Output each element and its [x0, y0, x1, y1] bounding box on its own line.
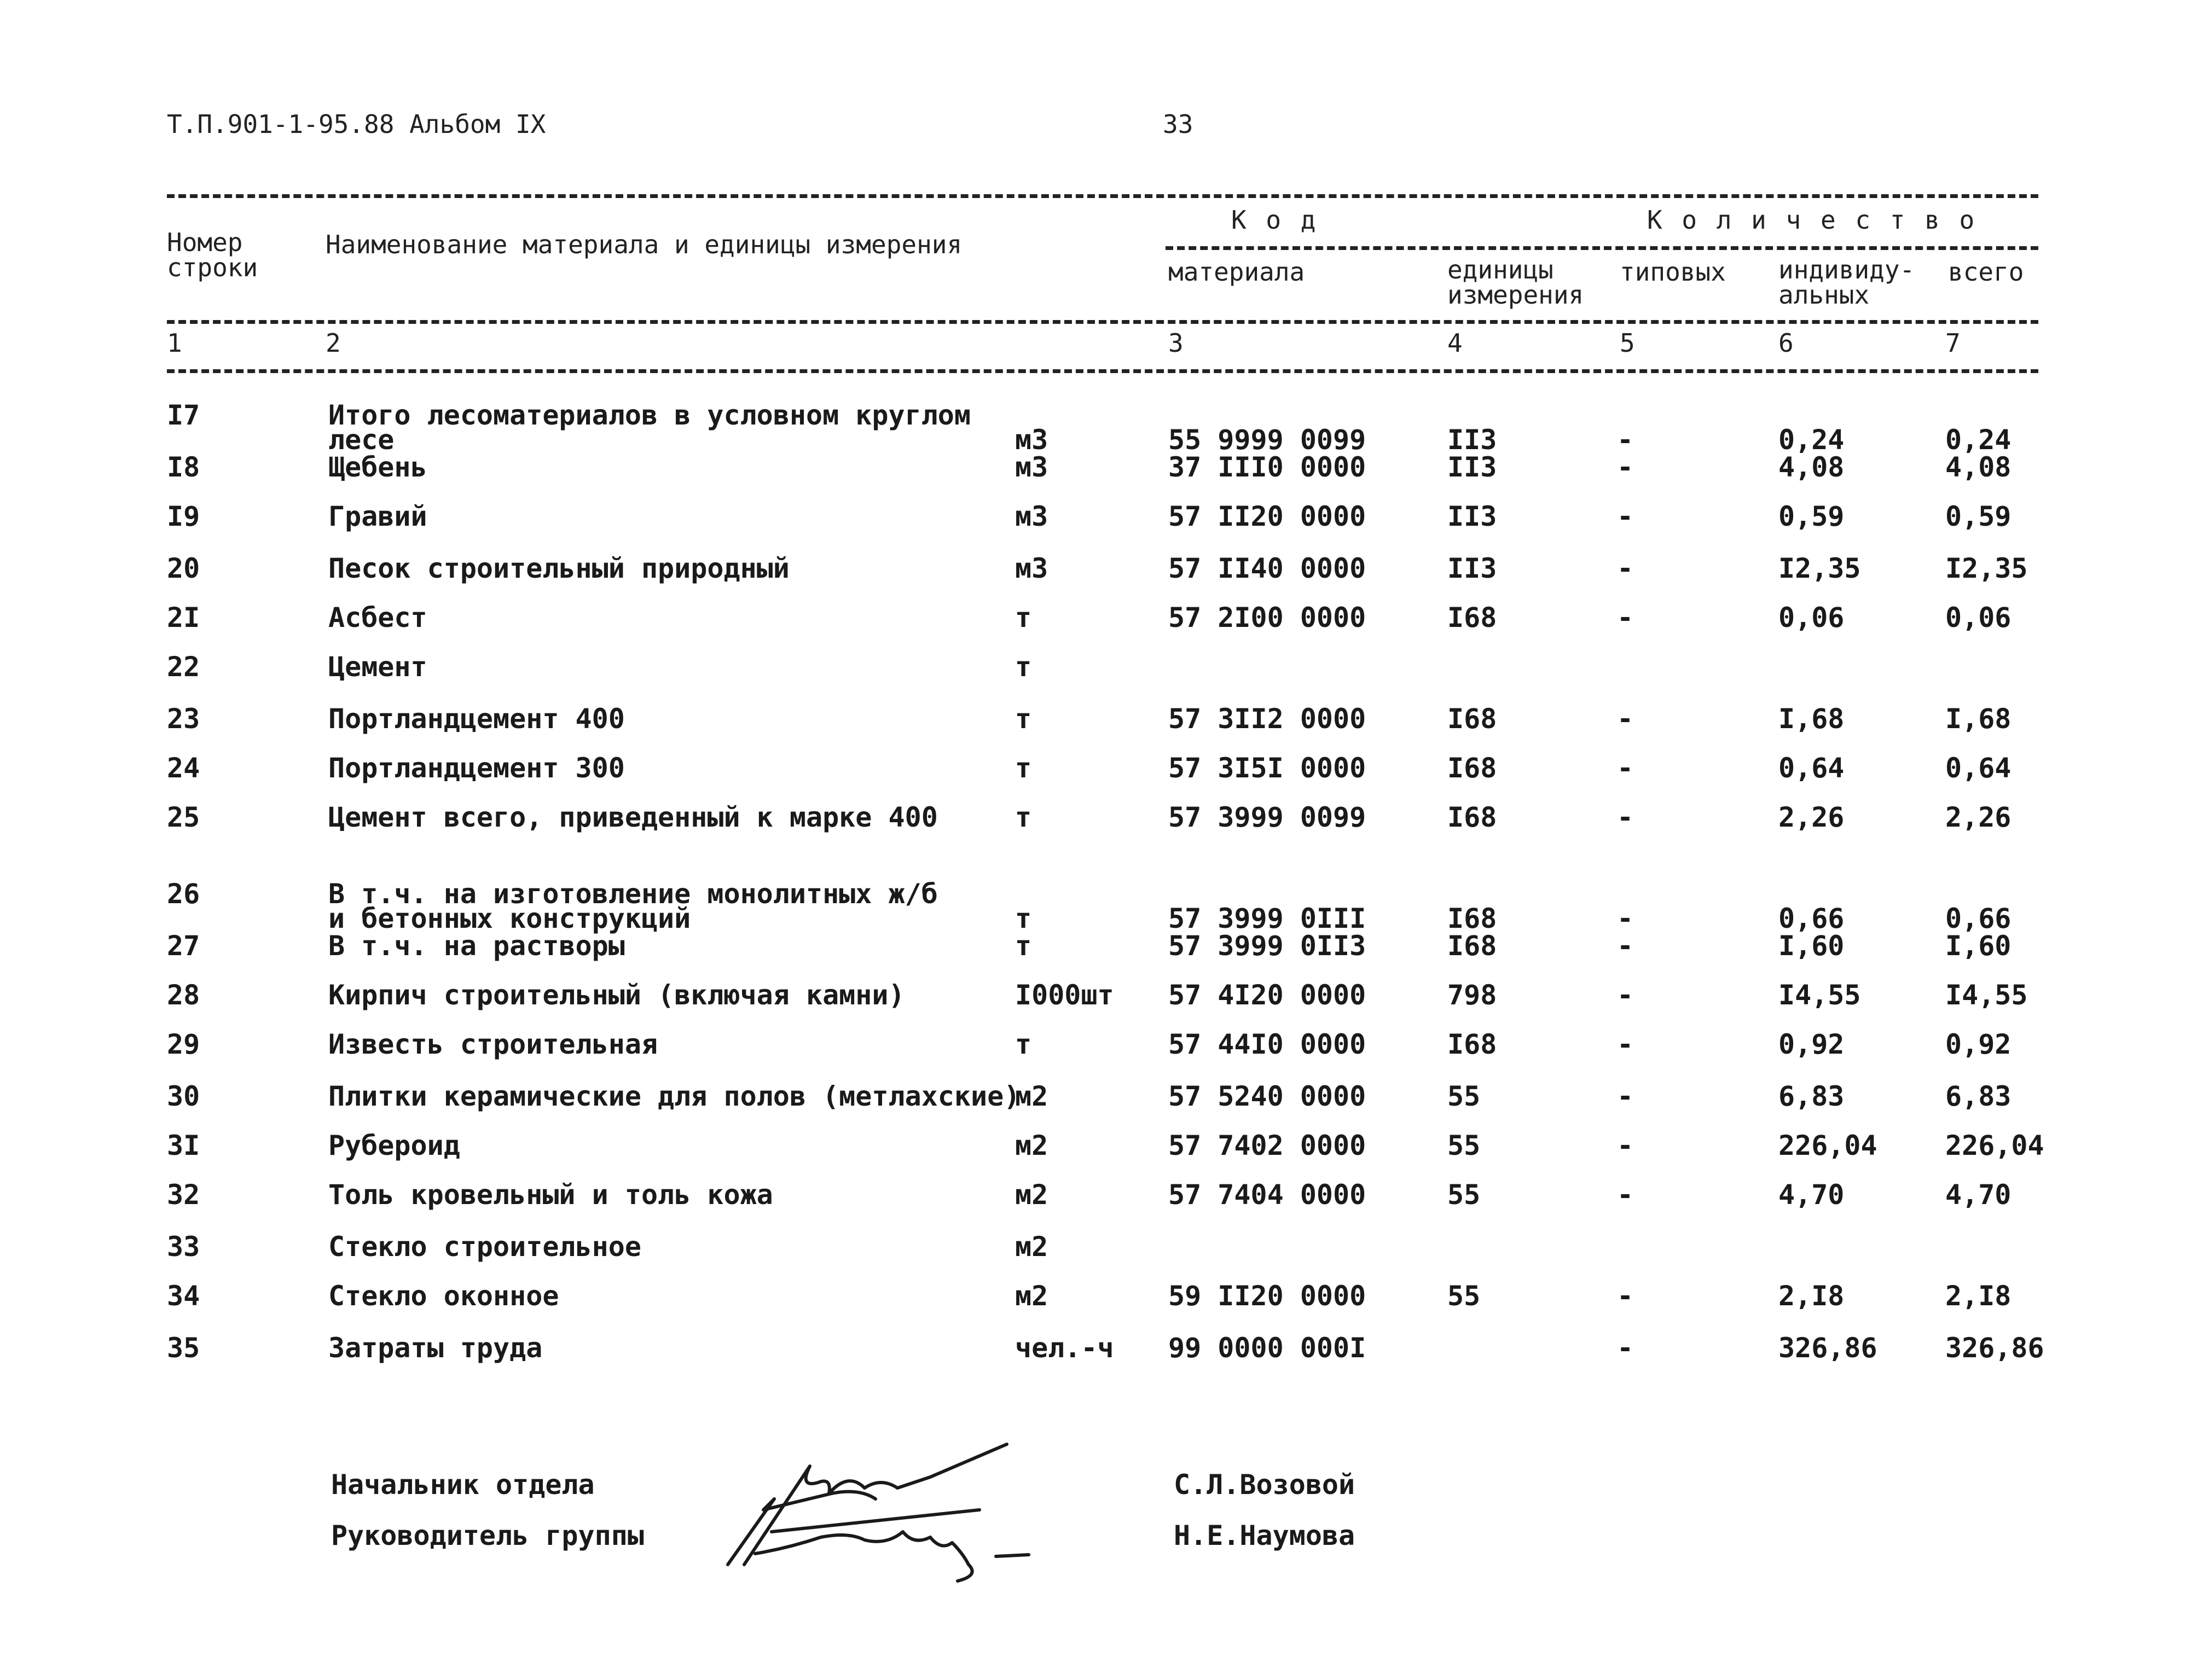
qty-individual: 0,92 — [1778, 1028, 1845, 1060]
material-name: Кирпич строительный (включая камни) — [328, 979, 905, 1011]
row-number: 34 — [167, 1280, 200, 1312]
unit-of-measure: т — [1015, 752, 1032, 784]
qty-typical: - — [1617, 424, 1634, 456]
row-number: 28 — [167, 979, 200, 1011]
header-qty-typical: типовых — [1620, 257, 1726, 287]
header-material-name: Наименование материала и единицы измерения — [326, 230, 963, 259]
unit-code: II3 — [1447, 553, 1497, 584]
unit-code: I68 — [1447, 752, 1497, 784]
row-number: I7 — [167, 399, 200, 431]
unit-code: 55 — [1447, 1280, 1481, 1312]
qty-typical: - — [1617, 930, 1634, 962]
header-code-material: материала — [1168, 257, 1305, 287]
material-name: Затраты труда — [328, 1332, 543, 1364]
column-number-1: 1 — [167, 328, 182, 358]
material-code: 59 II20 0000 — [1168, 1280, 1366, 1312]
column-number-6: 6 — [1778, 328, 1794, 358]
material-name: Рубероид — [328, 1130, 460, 1161]
unit-of-measure: т — [1015, 651, 1032, 683]
qty-typical: - — [1617, 553, 1634, 584]
material-name-continued: лесе — [328, 424, 395, 456]
material-name: Толь кровельный и толь кожа — [328, 1179, 773, 1211]
column-number-4: 4 — [1447, 328, 1463, 358]
signature-name-head: С.Л.Возовой — [1174, 1469, 1355, 1501]
row-number: 30 — [167, 1080, 200, 1112]
unit-of-measure: м2 — [1015, 1130, 1048, 1161]
row-number: 23 — [167, 703, 200, 735]
unit-of-measure: м2 — [1015, 1179, 1048, 1211]
material-name: Стекло строительное — [328, 1231, 641, 1263]
material-code: 57 3999 0III — [1168, 903, 1366, 934]
material-code: 37 III0 0000 — [1168, 451, 1366, 483]
unit-of-measure: м3 — [1015, 424, 1048, 456]
material-name: Щебень — [328, 451, 427, 483]
column-number-7: 7 — [1945, 328, 1961, 358]
material-code: 55 9999 0099 — [1168, 424, 1366, 456]
qty-total: 2,I8 — [1945, 1280, 2011, 1312]
material-name-continued: и бетонных конструкций — [328, 903, 691, 934]
qty-typical: - — [1617, 1130, 1634, 1161]
qty-individual: 0,64 — [1778, 752, 1845, 784]
signature-role-group-lead: Руководитель группы — [331, 1520, 644, 1551]
unit-code: II3 — [1447, 424, 1497, 456]
material-code: 57 7402 0000 — [1168, 1130, 1366, 1161]
unit-of-measure: м3 — [1015, 451, 1048, 483]
unit-of-measure: т — [1015, 1028, 1032, 1060]
qty-typical: - — [1617, 1280, 1634, 1312]
qty-individual: 226,04 — [1778, 1130, 1877, 1161]
material-code: 57 3I5I 0000 — [1168, 752, 1366, 784]
column-number-5: 5 — [1620, 328, 1635, 358]
qty-individual: 4,70 — [1778, 1179, 1845, 1211]
qty-typical: - — [1617, 801, 1634, 833]
qty-individual: 0,66 — [1778, 903, 1845, 934]
unit-code: I68 — [1447, 903, 1497, 934]
qty-typical: - — [1617, 501, 1634, 532]
qty-total: 326,86 — [1945, 1332, 2044, 1364]
qty-typical: - — [1617, 1332, 1634, 1364]
material-name: Плитки керамические для полов (метлахские) — [328, 1080, 1021, 1112]
material-code: 57 3II2 0000 — [1168, 703, 1366, 735]
qty-individual: I,60 — [1778, 930, 1845, 962]
material-code: 57 2I00 0000 — [1168, 602, 1366, 633]
row-number: 29 — [167, 1028, 200, 1060]
qty-typical: - — [1617, 703, 1634, 735]
material-code: 57 3999 0099 — [1168, 801, 1366, 833]
qty-typical: - — [1617, 752, 1634, 784]
qty-individual: I,68 — [1778, 703, 1845, 735]
unit-code: I68 — [1447, 703, 1497, 735]
material-code: 57 4I20 0000 — [1168, 979, 1366, 1011]
unit-of-measure: м2 — [1015, 1080, 1048, 1112]
row-number: 35 — [167, 1332, 200, 1364]
qty-individual: 0,24 — [1778, 424, 1845, 456]
signature-role-head: Начальник отдела — [331, 1469, 595, 1501]
header-code-unit: единицы измерения — [1447, 255, 1584, 310]
header-group-rule — [1166, 246, 2038, 250]
unit-of-measure: чел.-ч — [1015, 1332, 1114, 1364]
qty-individual: 0,59 — [1778, 501, 1845, 532]
qty-individual: 6,83 — [1778, 1080, 1845, 1112]
header-top-rule — [167, 194, 2038, 198]
unit-code: 55 — [1447, 1130, 1481, 1161]
qty-total: 4,70 — [1945, 1179, 2011, 1211]
material-code: 57 44I0 0000 — [1168, 1028, 1366, 1060]
material-name: Известь строительная — [328, 1028, 658, 1060]
unit-code: 55 — [1447, 1080, 1481, 1112]
qty-total: 2,26 — [1945, 801, 2011, 833]
material-code: 57 II40 0000 — [1168, 553, 1366, 584]
unit-code: II3 — [1447, 451, 1497, 483]
unit-code: II3 — [1447, 501, 1497, 532]
qty-typical: - — [1617, 1179, 1634, 1211]
unit-of-measure: м2 — [1015, 1231, 1048, 1263]
material-name: Портландцемент 400 — [328, 703, 625, 735]
material-name: Песок строительный природный — [328, 553, 790, 584]
qty-typical: - — [1617, 979, 1634, 1011]
qty-total: I2,35 — [1945, 553, 2028, 584]
qty-total: 0,24 — [1945, 424, 2011, 456]
material-code: 57 5240 0000 — [1168, 1080, 1366, 1112]
column-number-3: 3 — [1168, 328, 1184, 358]
header-row-number: Номер строки — [167, 228, 258, 282]
qty-total: I,68 — [1945, 703, 2011, 735]
row-number: I8 — [167, 451, 200, 483]
row-number: 27 — [167, 930, 200, 962]
column-number-2: 2 — [326, 328, 341, 358]
header-quantity-group: К о л и ч е с т в о — [1647, 205, 1977, 235]
page-number: 33 — [1163, 109, 1193, 139]
qty-total: 0,92 — [1945, 1028, 2011, 1060]
qty-typical: - — [1617, 1080, 1634, 1112]
qty-individual: 2,I8 — [1778, 1280, 1845, 1312]
qty-individual: 326,86 — [1778, 1332, 1877, 1364]
material-name: Гравий — [328, 501, 427, 532]
row-number: 32 — [167, 1179, 200, 1211]
qty-total: I4,55 — [1945, 979, 2028, 1011]
unit-code: 55 — [1447, 1179, 1481, 1211]
qty-typical: - — [1617, 1028, 1634, 1060]
material-name: Асбест — [328, 602, 427, 633]
row-number: 22 — [167, 651, 200, 683]
unit-of-measure: т — [1015, 801, 1032, 833]
unit-of-measure: т — [1015, 703, 1032, 735]
material-name: Итого лесоматериалов в условном круглом — [328, 399, 971, 431]
material-name: В т.ч. на растворы — [328, 930, 625, 962]
row-number: 33 — [167, 1231, 200, 1263]
unit-of-measure: т — [1015, 903, 1032, 934]
qty-individual: I4,55 — [1778, 979, 1861, 1011]
material-name: Цемент всего, приведенный к марке 400 — [328, 801, 938, 833]
qty-typical: - — [1617, 903, 1634, 934]
qty-total: 0,59 — [1945, 501, 2011, 532]
header-code-group: К о д — [1231, 205, 1318, 235]
row-number: 24 — [167, 752, 200, 784]
qty-typical: - — [1617, 602, 1634, 633]
row-number: 3I — [167, 1130, 200, 1161]
header-bottom-rule — [167, 320, 2038, 324]
qty-total: 0,64 — [1945, 752, 2011, 784]
qty-typical: - — [1617, 451, 1634, 483]
column-numbers-rule — [167, 369, 2038, 373]
material-code: 57 3999 0II3 — [1168, 930, 1366, 962]
unit-of-measure: м3 — [1015, 553, 1048, 584]
qty-individual: 2,26 — [1778, 801, 1845, 833]
unit-of-measure: т — [1015, 930, 1032, 962]
row-number: I9 — [167, 501, 200, 532]
material-name: Стекло оконное — [328, 1280, 559, 1312]
unit-code: I68 — [1447, 801, 1497, 833]
qty-total: 4,08 — [1945, 451, 2011, 483]
qty-total: 226,04 — [1945, 1130, 2044, 1161]
handwritten-signature — [722, 1428, 1083, 1592]
row-number: 26 — [167, 878, 200, 910]
material-code: 99 0000 000I — [1168, 1332, 1366, 1364]
unit-code: I68 — [1447, 1028, 1497, 1060]
qty-total: 6,83 — [1945, 1080, 2011, 1112]
row-number: 20 — [167, 553, 200, 584]
unit-code: I68 — [1447, 930, 1497, 962]
qty-total: 0,06 — [1945, 602, 2011, 633]
material-name: Портландцемент 300 — [328, 752, 625, 784]
material-name: В т.ч. на изготовление монолитных ж/б — [328, 878, 938, 910]
qty-individual: 4,08 — [1778, 451, 1845, 483]
unit-code: I68 — [1447, 602, 1497, 633]
header-qty-total: всего — [1948, 257, 2024, 287]
qty-total: 0,66 — [1945, 903, 2011, 934]
material-name: Цемент — [328, 651, 427, 683]
row-number: 25 — [167, 801, 200, 833]
material-code: 57 7404 0000 — [1168, 1179, 1366, 1211]
unit-of-measure: т — [1015, 602, 1032, 633]
qty-individual: 0,06 — [1778, 602, 1845, 633]
unit-of-measure: I000шт — [1015, 979, 1114, 1011]
row-number: 2I — [167, 602, 200, 633]
unit-of-measure: м2 — [1015, 1280, 1048, 1312]
document-code: Т.П.901-1-95.88 Альбом IX — [167, 109, 546, 139]
qty-total: I,60 — [1945, 930, 2011, 962]
unit-of-measure: м3 — [1015, 501, 1048, 532]
signature-name-group-lead: Н.Е.Наумова — [1174, 1520, 1355, 1551]
header-qty-individual: индивиду-альных — [1778, 255, 1915, 310]
unit-code: 798 — [1447, 979, 1497, 1011]
qty-individual: I2,35 — [1778, 553, 1861, 584]
material-code: 57 II20 0000 — [1168, 501, 1366, 532]
